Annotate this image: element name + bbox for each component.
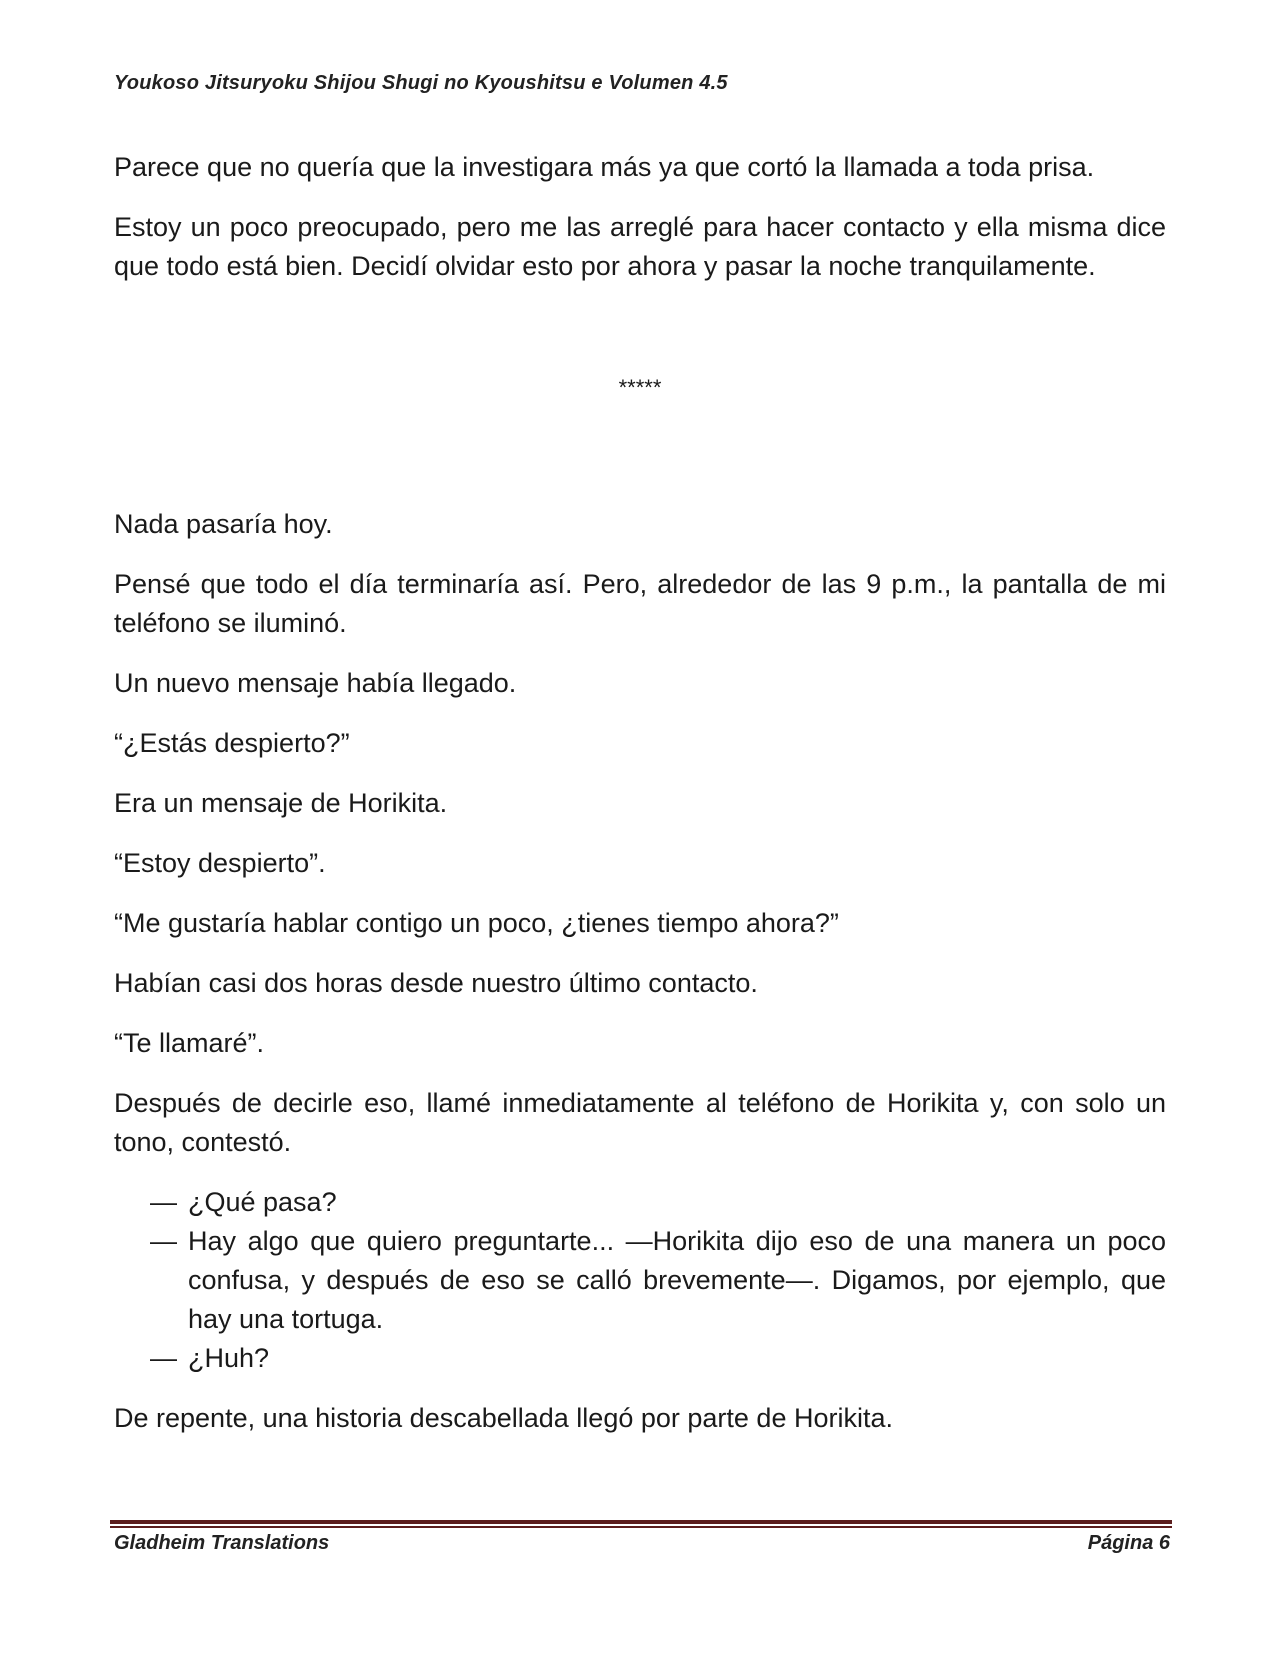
dialogue-text: ¿Qué pasa? (188, 1187, 337, 1217)
page-header-title: Youkoso Jitsuryoku Shijou Shugi no Kyoushitsu e Volumen 4.5 (114, 72, 728, 94)
paragraph: Estoy un poco preocupado, pero me las arreglé para hacer contacto y ella misma dice que todo está bien. Decidí olvidar esto por ahora y pasar la noche tranquilamente. (114, 212, 1166, 281)
dialogue-line (114, 1222, 1166, 1339)
dialogue-dash: — (150, 1343, 177, 1373)
paragraph: “Me gustaría hablar contigo un poco, ¿tienes tiempo ahora?” (114, 908, 839, 938)
footer-publisher: Gladheim Translations (114, 1532, 330, 1554)
section-separator: ***** (618, 375, 662, 400)
paragraph: De repente, una historia descabellada llegó por parte de Horikita. (114, 1403, 893, 1433)
footer-divider-thin (110, 1526, 1172, 1528)
paragraph: “¿Estás despierto?” (114, 728, 350, 758)
dialogue-line (114, 1339, 1166, 1378)
paragraph: Era un mensaje de Horikita. (114, 788, 448, 818)
paragraph: Nada pasaría hoy. (114, 509, 333, 539)
dialogue-dash: — (150, 1226, 177, 1256)
dialogue-text: ¿Huh? (188, 1343, 270, 1373)
dialogue-list (114, 1183, 1166, 1378)
page-body (114, 148, 1166, 1459)
dialogue-line (114, 1183, 1166, 1222)
paragraph: Pensé que todo el día terminaría así. Pero, alrededor de las 9 p.m., la pantalla de mi teléfono se iluminó. (114, 569, 1166, 638)
paragraph: Parece que no quería que la investigara más ya que cortó la llamada a toda prisa. (114, 152, 1095, 182)
footer-page-number: Página 6 (1087, 1532, 1170, 1554)
paragraph: Después de decirle eso, llamé inmediatamente al teléfono de Horikita y, con solo un tono, contestó. (114, 1088, 1166, 1157)
paragraph: “Estoy despierto”. (114, 848, 326, 878)
paragraph: Un nuevo mensaje había llegado. (114, 668, 517, 698)
paragraph: Habían casi dos horas desde nuestro último contacto. (114, 968, 758, 998)
paragraph: “Te llamaré”. (114, 1028, 265, 1058)
dialogue-dash: — (150, 1187, 177, 1217)
dialogue-text: Hay algo que quiero preguntarte... —Horikita dijo eso de una manera un poco confusa, y después de eso se calló brevemente—. Digamos, por ejemplo, que hay una tortuga. (188, 1226, 1166, 1334)
footer-divider (110, 1520, 1172, 1524)
